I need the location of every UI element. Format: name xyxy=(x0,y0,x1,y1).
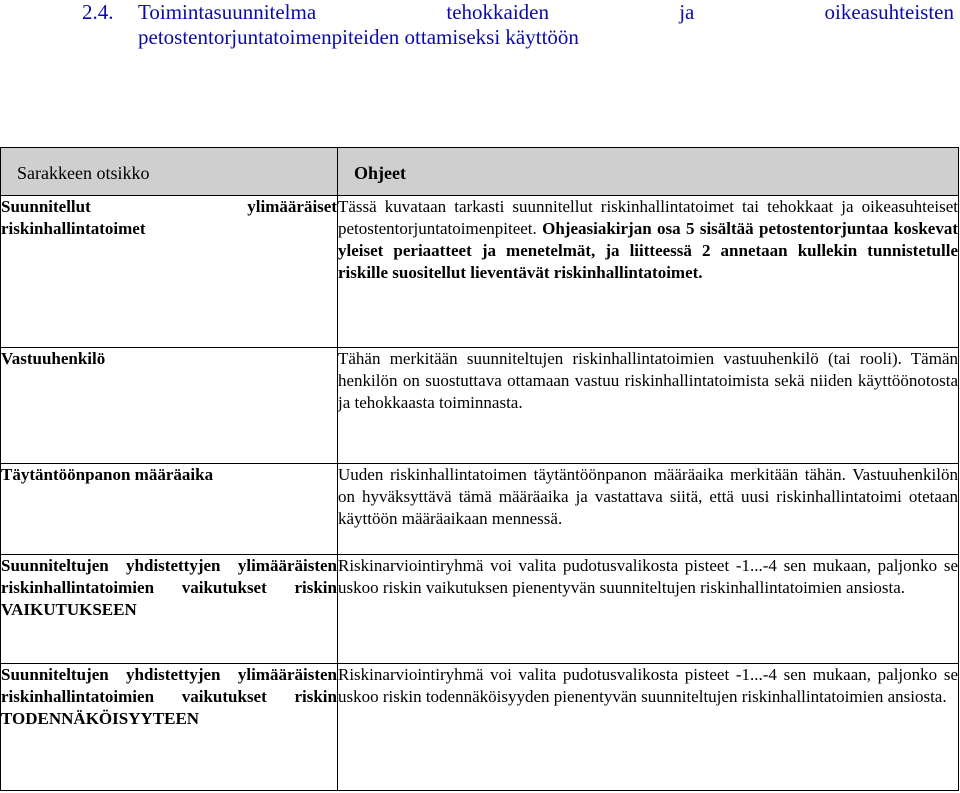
table-row xyxy=(1,347,959,464)
row-label xyxy=(1,196,338,347)
table-row xyxy=(1,464,959,555)
section-heading-word: Toimintasuunnitelma xyxy=(138,0,317,24)
row-instructions: Tähän merkitään suunniteltujen riskinhallintatoimien vastuuhenkilö (tai rooli). Tämän henkilön on suostuttava ottamaan vastuu riskinhallintatoimista sekä niiden käyttöönotosta ja tehokkaasta toiminnasta. xyxy=(338,347,959,464)
guidance-table xyxy=(0,147,959,791)
row-label: Suunniteltujen yhdistettyjen ylimääräisten riskinhallintatoimien vaikutukset riskin VAIKUTUKSEEN xyxy=(1,555,338,664)
section-heading-line2: petostentorjuntatoimenpiteiden ottamiseksi käyttöön xyxy=(138,25,579,49)
row-instructions: Riskinarviointiryhmä voi valita pudotusvalikosta pisteet -1...-4 sen mukaan, paljonko se uskoo riskin todennäköisyyden pienentyvän suunniteltujen riskinhallintatoimien ansiosta. xyxy=(338,664,959,791)
column-header-instructions: Ohjeet xyxy=(338,148,959,196)
section-heading-word: oikeasuhteisten xyxy=(824,0,954,24)
table-row xyxy=(1,555,959,664)
row-label-word: ylimääräiset xyxy=(247,197,337,217)
row-instructions: Riskinarviointiryhmä voi valita pudotusvalikosta pisteet -1...-4 sen mukaan, paljonko se uskoo riskin vaikutuksen pienentyvän suunniteltujen riskinhallintatoimien ansiosta. xyxy=(338,555,959,664)
table-header-row xyxy=(1,148,959,196)
row-label-word: Suunnitellut xyxy=(1,197,91,217)
section-heading xyxy=(82,0,954,50)
instructions-bold-text: Ohjeasiakirjan osa 5 sisältää petostentorjuntaa koskevat yleiset periaatteet ja menetelmät, ja liitteessä 2 annetaan kullekin tunnistetulle riskille suositellut lieventävät riskinhallintatoimet. xyxy=(338,219,958,283)
table-row xyxy=(1,196,959,347)
row-label-line xyxy=(1,196,337,218)
column-header-title: Sarakkeen otsikko xyxy=(1,148,338,196)
row-label: Täytäntöönpanon määräaika xyxy=(1,464,338,555)
section-heading-word: ja xyxy=(679,0,695,24)
section-number: 2.4. xyxy=(82,0,114,24)
table-row xyxy=(1,664,959,791)
row-label: Vastuuhenkilö xyxy=(1,347,338,464)
section-heading-line1 xyxy=(82,0,954,25)
row-instructions xyxy=(338,196,959,347)
row-instructions: Uuden riskinhallintatoimen täytäntöönpanon määräaika merkitään tähän. Vastuuhenkilön on hyväksyttävä tämä määräaika ja vastattava siitä, että uusi riskinhallintatoimi otetaan käyttöön määräaikaan mennessä. xyxy=(338,464,959,555)
instructions-text: Tässä kuvataan tarkasti suunnitellut riskinhallintatoimet tai tehokkaat ja oikeasuhteiset petostentorjuntatoimenpiteet. xyxy=(338,197,958,239)
row-label-line: riskinhallintatoimet xyxy=(1,219,146,239)
row-label: Suunniteltujen yhdistettyjen ylimääräisten riskinhallintatoimien vaikutukset riskin TODENNÄKÖISYYTEEN xyxy=(1,664,338,791)
section-heading-word: tehokkaiden xyxy=(446,0,549,24)
section-heading-first xyxy=(82,0,316,25)
